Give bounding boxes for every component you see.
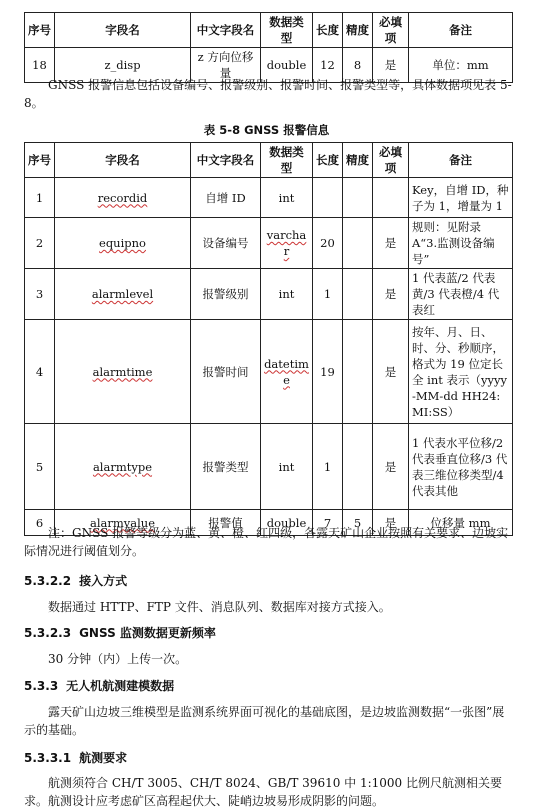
cell-required: 是: [373, 320, 409, 424]
header-cell: 备注: [409, 13, 513, 48]
section-body: 露天矿山边坡三维模型是监测系统界面可视化的基础底图，是边坡监测数据“一张图”展示的基础。: [24, 705, 505, 737]
cell-field-name: equipno: [55, 218, 191, 269]
table-row: [25, 269, 513, 320]
cell-remark: 1 代表蓝/2 代表黄/3 代表橙/4 代表红: [409, 269, 513, 320]
gnss-alarm-table: [24, 142, 513, 536]
header-cell: 必填项: [373, 13, 409, 48]
cell-type: int: [261, 269, 313, 320]
header-cell: 中文字段名: [191, 143, 261, 178]
cell-remark: 1 代表水平位移/2 代表垂直位移/3 代表三维位移类型/4 代表其他: [409, 424, 513, 510]
header-cell: 精度: [343, 143, 373, 178]
cell-required: [373, 178, 409, 218]
cell-length: 1: [313, 424, 343, 510]
section-heading: [24, 572, 127, 589]
table-note: 注：GNSS 报警等级分为蓝、黄、橙、红四级，各露天矿山企业按照有关要求、边坡实际情况进行阈值划分。: [24, 526, 509, 558]
section-title: 接入方式: [79, 574, 128, 588]
main-table-header: [25, 143, 513, 178]
cell-precision: [343, 218, 373, 269]
section-body: 航测须符合 CH/T 3005、CH/T 8024、GB/T 39610 中 1:1000 比例尺航测相关要求。航测设计应考虑矿区高程起伏大、陡峭边坡易形成阴影的问题。: [24, 776, 503, 808]
section-number: 5.3.2.2: [24, 574, 72, 588]
cell-length: 7: [313, 510, 343, 536]
table-row: [25, 178, 513, 218]
cell-cn-name: 报警时间: [191, 320, 261, 424]
cell-cn-name: 报警值: [191, 510, 261, 536]
cell-required: 是: [373, 510, 409, 536]
intro-paragraph: GNSS 报警信息包括设备编号、报警级别、报警时间、报警类型等，具体数据项见表 5-8。: [24, 78, 512, 110]
cell-field-name: alarmtime: [55, 320, 191, 424]
top-table-header: [25, 13, 513, 48]
cell-length: 20: [313, 218, 343, 269]
header-cell: 必填项: [373, 143, 409, 178]
cell-index: 6: [25, 510, 55, 536]
cell-type: datetime: [261, 320, 313, 424]
cell-required: 是: [373, 269, 409, 320]
cell-length: 12: [313, 48, 343, 83]
cell-index: 5: [25, 424, 55, 510]
cell-length: [313, 178, 343, 218]
cell-remark: 位移量 mm: [409, 510, 513, 536]
cell-type: int: [261, 178, 313, 218]
cell-type: double: [261, 510, 313, 536]
cell-field-name: z_disp: [55, 48, 191, 83]
cell-cn-name: 设备编号: [191, 218, 261, 269]
cell-precision: 5: [343, 510, 373, 536]
cell-remark: 规则：见附录 A“3.监测设备编号”: [409, 218, 513, 269]
section-heading: [24, 677, 174, 694]
cell-index: 3: [25, 269, 55, 320]
section-body: 30 分钟（内）上传一次。: [48, 652, 188, 666]
cell-remark: Key，自增 ID，种子为 1，增量为 1: [409, 178, 513, 218]
table-row: [25, 218, 513, 269]
cell-precision: [343, 178, 373, 218]
cell-index: 2: [25, 218, 55, 269]
section-title: GNSS 监测数据更新频率: [79, 626, 216, 640]
table-row: [25, 320, 513, 424]
cell-cn-name: 自增 ID: [191, 178, 261, 218]
cell-required: 是: [373, 424, 409, 510]
header-cell: 长度: [313, 13, 343, 48]
cell-precision: 8: [343, 48, 373, 83]
cell-type: varchar: [261, 218, 313, 269]
cell-index: 18: [25, 48, 55, 83]
cell-field-name: recordid: [55, 178, 191, 218]
cell-precision: [343, 320, 373, 424]
section-body: 数据通过 HTTP、FTP 文件、消息队列、数据库对接方式接入。: [48, 600, 391, 614]
cell-precision: [343, 424, 373, 510]
cell-required: 是: [373, 48, 409, 83]
section-number: 5.3.3: [24, 679, 59, 693]
cell-index: 1: [25, 178, 55, 218]
cell-required: 是: [373, 218, 409, 269]
header-cell: 数据类型: [261, 143, 313, 178]
table-caption: 表 5-8 GNSS 报警信息: [203, 123, 330, 137]
header-cell: 数据类型: [261, 13, 313, 48]
header-cell: 备注: [409, 143, 513, 178]
cell-remark: 单位：mm: [409, 48, 513, 83]
header-cell: 精度: [343, 13, 373, 48]
section-heading: [24, 749, 127, 766]
cell-field-name: alarmlevel: [55, 269, 191, 320]
header-cell: 字段名: [55, 143, 191, 178]
top-table: [24, 12, 513, 83]
header-cell: 中文字段名: [191, 13, 261, 48]
cell-type: int: [261, 424, 313, 510]
cell-length: 1: [313, 269, 343, 320]
cell-cn-name: 报警级别: [191, 269, 261, 320]
header-cell: 序号: [25, 13, 55, 48]
cell-cn-name: 报警类型: [191, 424, 261, 510]
section-title: 无人机航测建模数据: [66, 679, 175, 693]
section-number: 5.3.2.3: [24, 626, 72, 640]
cell-field-name: alarmtype: [55, 424, 191, 510]
header-cell: 字段名: [55, 13, 191, 48]
header-cell: 序号: [25, 143, 55, 178]
section-heading: [24, 624, 216, 641]
cell-precision: [343, 269, 373, 320]
cell-cn-name: z 方向位移量: [191, 48, 261, 83]
section-title: 航测要求: [79, 751, 128, 765]
cell-field-name: alarmvalue: [55, 510, 191, 536]
cell-index: 4: [25, 320, 55, 424]
cell-remark: 按年、月、日、时、分、秒顺序，格式为 19 位定长 全 int 表示（yyyy-MM-dd HH24:MI:SS）: [409, 320, 513, 424]
cell-length: 19: [313, 320, 343, 424]
header-cell: 长度: [313, 143, 343, 178]
table-row: [25, 424, 513, 510]
section-number: 5.3.3.1: [24, 751, 72, 765]
cell-type: double: [261, 48, 313, 83]
